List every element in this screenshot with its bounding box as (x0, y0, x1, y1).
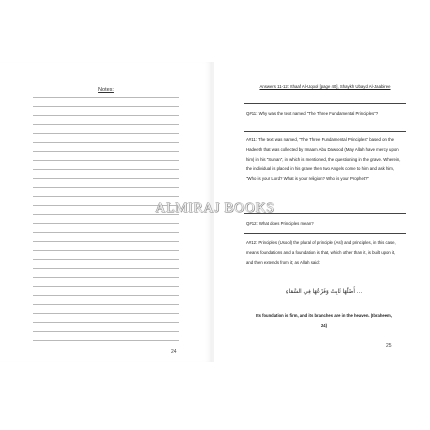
note-line (33, 160, 179, 161)
note-line (33, 340, 179, 341)
note-line (33, 151, 179, 152)
watermark: ALMIRAJ BOOKS (155, 201, 275, 216)
note-line (33, 331, 179, 332)
note-line (33, 133, 179, 134)
header-rule (244, 103, 406, 104)
note-line (33, 277, 179, 278)
notes-title: Notes: (98, 87, 114, 93)
note-line (33, 223, 179, 224)
note-line (33, 286, 179, 287)
answer-12: A#12: Principles (Usool) the plural of principle (Asl) and principles, in this case, means foundations and a foundation is that, which other than it, is built upon it, and then extends from it; as Allah said: (246, 240, 396, 265)
answer-11: A#11: The text was named, "The Three Fundamental Principles" based on the Hadeeth that was collected by Imaam Abu Dawood (May Allah have mercy upon him) in his "Sunan", in which is mentioned, the questioning in the grave. Wherein, the individual is placed in his grave then two Angels come to him and ask him, "Who is your Lord? What is your religion? Who is your Prophet?" (246, 137, 401, 182)
note-line (33, 322, 179, 323)
note-line (33, 142, 179, 143)
note-line (33, 196, 179, 197)
note-line (33, 250, 179, 251)
question-12: Q#12: What does Principles mean? (246, 221, 314, 226)
note-line (33, 97, 179, 98)
note-line (33, 313, 179, 314)
page-number-left: 24 (171, 349, 177, 355)
note-line (33, 304, 179, 305)
page-header: Answers 11-12: Ithaaf Al-Uqool [page 40], Shaykh Ubayd Al-Jaabiree (259, 84, 391, 89)
question-11: Q#11: Why was the text named "The Three Fundamental Principles"? (246, 111, 379, 116)
note-line (33, 124, 179, 125)
verse-translation: Its foundation is firm, and its branches are in the heaven. (Ibraheem, 24) (256, 313, 392, 328)
question-rule (244, 233, 406, 234)
note-line (33, 178, 179, 179)
note-line (33, 241, 179, 242)
note-line (33, 268, 179, 269)
note-line (33, 232, 179, 233)
question-rule (244, 131, 406, 132)
note-line (33, 115, 179, 116)
note-line (33, 106, 179, 107)
note-line (33, 169, 179, 170)
note-line (33, 295, 179, 296)
page-number-right: 25 (386, 343, 392, 349)
arabic-verse: ... أَصْلُهَا ثَابِتٌ وَفَرْعُهَا فِي السَّمَاءِ (285, 289, 363, 295)
note-line (33, 259, 179, 260)
note-line (33, 187, 179, 188)
